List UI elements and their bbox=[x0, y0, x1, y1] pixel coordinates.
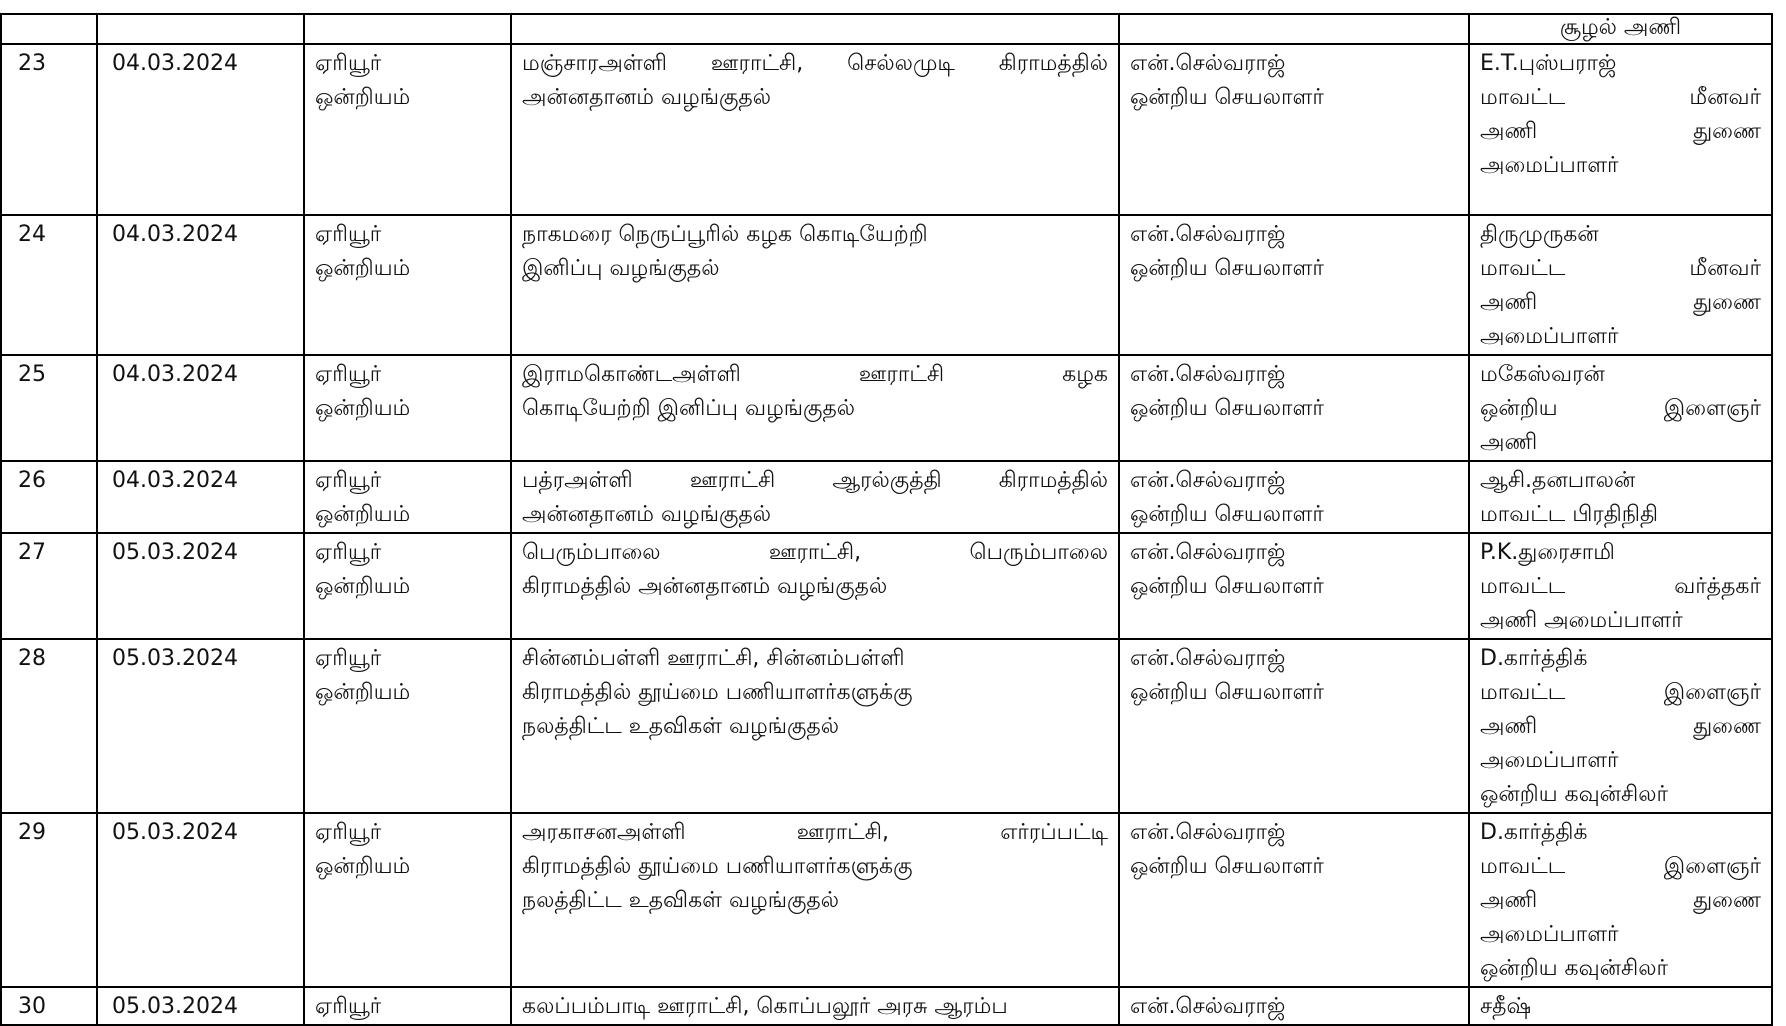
row-date: 04.03.2024 bbox=[97, 355, 304, 461]
union-line: ஏரியூர் bbox=[315, 540, 382, 565]
header-organizer bbox=[1119, 14, 1469, 44]
union-line: ஏரியூர் bbox=[315, 222, 382, 247]
row-date: 05.03.2024 bbox=[97, 987, 304, 1025]
events-table-body bbox=[1, 14, 1772, 1025]
row-event bbox=[511, 639, 1119, 813]
event-line: நலத்திட்ட உதவிகள் வழங்குதல் bbox=[522, 888, 840, 913]
row-number: 30 bbox=[1, 987, 97, 1025]
wing-line: மாவட்ட இளைஞர் bbox=[1480, 854, 1761, 879]
wing-line: ஒன்றிய கவுன்சிலர் bbox=[1480, 956, 1668, 981]
row-number: 29 bbox=[1, 813, 97, 987]
wing-line: அணி துணை bbox=[1480, 714, 1761, 739]
union-line: ஏரியூர் bbox=[315, 820, 382, 845]
row-number: 26 bbox=[1, 461, 97, 533]
row-organizer bbox=[1119, 639, 1469, 813]
event-line: பத்ரஅள்ளி ஊராட்சி ஆரல்குத்தி கிராமத்தில் bbox=[522, 468, 1108, 493]
organizer-line: ஒன்றிய செயலாளர் bbox=[1130, 574, 1324, 599]
table-row bbox=[1, 987, 1772, 1025]
row-date: 05.03.2024 bbox=[97, 533, 304, 639]
wing-line: அணி துணை bbox=[1480, 290, 1761, 315]
union-line: ஒன்றியம் bbox=[315, 854, 411, 879]
row-event bbox=[511, 215, 1119, 355]
row-date: 04.03.2024 bbox=[97, 215, 304, 355]
event-line: பெரும்பாலை ஊராட்சி, பெரும்பாலை bbox=[522, 540, 1108, 565]
wing-line: அணி துணை bbox=[1480, 119, 1761, 144]
table-row bbox=[1, 533, 1772, 639]
event-line: மஞ்சாரஅள்ளி ஊராட்சி, செல்லமுடி கிராமத்தில் bbox=[522, 51, 1108, 76]
union-line: ஏரியூர் bbox=[315, 468, 382, 493]
wing-line: D.கார்த்திக் bbox=[1480, 646, 1588, 671]
row-event bbox=[511, 813, 1119, 987]
union-line: ஏரியூர் bbox=[315, 994, 382, 1019]
event-line: அரகாசனஅள்ளி ஊராட்சி, எர்ரப்பட்டி bbox=[522, 820, 1108, 845]
wing-line: மகேஸ்வரன் bbox=[1480, 362, 1605, 387]
header-row bbox=[1, 14, 1772, 44]
wing-line: E.T.புஸ்பராஜ் bbox=[1480, 51, 1617, 76]
union-line: ஒன்றியம் bbox=[315, 574, 411, 599]
row-number: 28 bbox=[1, 639, 97, 813]
row-union bbox=[304, 355, 511, 461]
event-line: இராமகொண்டஅள்ளி ஊராட்சி கழக bbox=[522, 362, 1108, 387]
event-line: நாகமரை நெருப்பூரில் கழக கொடியேற்றி bbox=[522, 222, 928, 247]
event-line: நலத்திட்ட உதவிகள் வழங்குதல் bbox=[522, 714, 840, 739]
event-line: அன்னதானம் வழங்குதல் bbox=[522, 502, 772, 527]
organizer-line: ஒன்றிய செயலாளர் bbox=[1130, 256, 1324, 281]
row-date: 04.03.2024 bbox=[97, 44, 304, 215]
wing-line: ஒன்றிய கவுன்சிலர் bbox=[1480, 782, 1668, 807]
union-line: ஒன்றியம் bbox=[315, 680, 411, 705]
organizer-line: என்.செல்வராஜ் bbox=[1130, 540, 1286, 565]
organizer-line: என்.செல்வராஜ் bbox=[1130, 222, 1286, 247]
row-wing bbox=[1469, 987, 1772, 1025]
organizer-line: என்.செல்வராஜ் bbox=[1130, 51, 1286, 76]
table-row bbox=[1, 44, 1772, 215]
row-wing bbox=[1469, 639, 1772, 813]
row-organizer bbox=[1119, 461, 1469, 533]
wing-line: சதீஷ் bbox=[1480, 994, 1532, 1019]
row-number: 23 bbox=[1, 44, 97, 215]
header-union bbox=[304, 14, 511, 44]
row-organizer bbox=[1119, 355, 1469, 461]
organizer-line: என்.செல்வராஜ் bbox=[1130, 468, 1286, 493]
table-row bbox=[1, 355, 1772, 461]
header-wing: சூழல் அணி bbox=[1469, 14, 1772, 44]
organizer-line: ஒன்றிய செயலாளர் bbox=[1130, 680, 1324, 705]
event-line: கிராமத்தில் தூய்மை பணியாளர்களுக்கு bbox=[522, 854, 913, 879]
row-wing bbox=[1469, 461, 1772, 533]
row-union bbox=[304, 987, 511, 1025]
row-number: 27 bbox=[1, 533, 97, 639]
row-organizer bbox=[1119, 44, 1469, 215]
union-line: ஒன்றியம் bbox=[315, 256, 411, 281]
organizer-line: ஒன்றிய செயலாளர் bbox=[1130, 502, 1324, 527]
union-line: ஏரியூர் bbox=[315, 362, 382, 387]
row-wing bbox=[1469, 215, 1772, 355]
row-date: 04.03.2024 bbox=[97, 461, 304, 533]
wing-line: அமைப்பாளர் bbox=[1480, 748, 1619, 773]
event-line: கலப்பம்பாடி ஊராட்சி, கொப்பலூர் அரசு ஆரம்ப bbox=[522, 994, 1008, 1019]
union-line: ஏரியூர் bbox=[315, 646, 382, 671]
event-line: கிராமத்தில் தூய்மை பணியாளர்களுக்கு bbox=[522, 680, 913, 705]
organizer-line: என்.செல்வராஜ் bbox=[1130, 362, 1286, 387]
row-wing bbox=[1469, 813, 1772, 987]
wing-line: மாவட்ட இளைஞர் bbox=[1480, 680, 1761, 705]
wing-line: மாவட்ட மீனவர் bbox=[1480, 85, 1761, 110]
organizer-line: என்.செல்வராஜ் bbox=[1130, 994, 1286, 1019]
row-date: 05.03.2024 bbox=[97, 813, 304, 987]
row-organizer bbox=[1119, 987, 1469, 1025]
row-union bbox=[304, 639, 511, 813]
wing-line: மாவட்ட மீனவர் bbox=[1480, 256, 1761, 281]
row-event bbox=[511, 533, 1119, 639]
row-event bbox=[511, 355, 1119, 461]
wing-line: திருமுருகன் bbox=[1480, 222, 1599, 247]
row-number: 24 bbox=[1, 215, 97, 355]
union-line: ஏரியூர் bbox=[315, 51, 382, 76]
header-num bbox=[1, 14, 97, 44]
event-line: கொடியேற்றி இனிப்பு வழங்குதல் bbox=[522, 396, 856, 421]
organizer-line: ஒன்றிய செயலாளர் bbox=[1130, 85, 1324, 110]
wing-line: அமைப்பாளர் bbox=[1480, 922, 1619, 947]
wing-line: ஒன்றிய இளைஞர் bbox=[1480, 396, 1761, 421]
row-event bbox=[511, 461, 1119, 533]
organizer-line: என்.செல்வராஜ் bbox=[1130, 820, 1286, 845]
event-line: சின்னம்பள்ளி ஊராட்சி, சின்னம்பள்ளி bbox=[522, 646, 905, 671]
row-organizer bbox=[1119, 813, 1469, 987]
union-line: ஒன்றியம் bbox=[315, 396, 411, 421]
header-event bbox=[511, 14, 1119, 44]
wing-line: D.கார்த்திக் bbox=[1480, 820, 1588, 845]
wing-line: மாவட்ட வர்த்தகர் bbox=[1480, 574, 1761, 599]
row-wing bbox=[1469, 533, 1772, 639]
organizer-line: ஒன்றிய செயலாளர் bbox=[1130, 396, 1324, 421]
wing-line: அணி அமைப்பாளர் bbox=[1480, 608, 1683, 633]
union-line: ஒன்றியம் bbox=[315, 502, 411, 527]
wing-line: மாவட்ட பிரதிநிதி bbox=[1480, 502, 1658, 527]
row-union bbox=[304, 533, 511, 639]
table-row bbox=[1, 639, 1772, 813]
wing-line: P.K.துரைசாமி bbox=[1480, 540, 1615, 565]
table-row bbox=[1, 461, 1772, 533]
row-organizer bbox=[1119, 215, 1469, 355]
row-organizer bbox=[1119, 533, 1469, 639]
event-line: கிராமத்தில் அன்னதானம் வழங்குதல் bbox=[522, 574, 888, 599]
row-union bbox=[304, 813, 511, 987]
organizer-line: ஒன்றிய செயலாளர் bbox=[1130, 854, 1324, 879]
event-line: இனிப்பு வழங்குதல் bbox=[522, 256, 720, 281]
row-event bbox=[511, 44, 1119, 215]
row-union bbox=[304, 461, 511, 533]
row-union bbox=[304, 215, 511, 355]
organizer-line: என்.செல்வராஜ் bbox=[1130, 646, 1286, 671]
row-date: 05.03.2024 bbox=[97, 639, 304, 813]
union-line: ஒன்றியம் bbox=[315, 85, 411, 110]
event-line: அன்னதானம் வழங்குதல் bbox=[522, 85, 772, 110]
row-number: 25 bbox=[1, 355, 97, 461]
wing-line: அணி bbox=[1480, 430, 1538, 455]
events-table bbox=[0, 13, 1773, 1026]
row-wing bbox=[1469, 44, 1772, 215]
row-wing bbox=[1469, 355, 1772, 461]
table-row bbox=[1, 215, 1772, 355]
wing-line: அணி துணை bbox=[1480, 888, 1761, 913]
wing-line: அமைப்பாளர் bbox=[1480, 153, 1619, 178]
row-event bbox=[511, 987, 1119, 1025]
row-union bbox=[304, 44, 511, 215]
wing-line: ஆசி.தனபாலன் bbox=[1480, 468, 1636, 493]
header-date bbox=[97, 14, 304, 44]
wing-line: அமைப்பாளர் bbox=[1480, 324, 1619, 349]
table-row bbox=[1, 813, 1772, 987]
